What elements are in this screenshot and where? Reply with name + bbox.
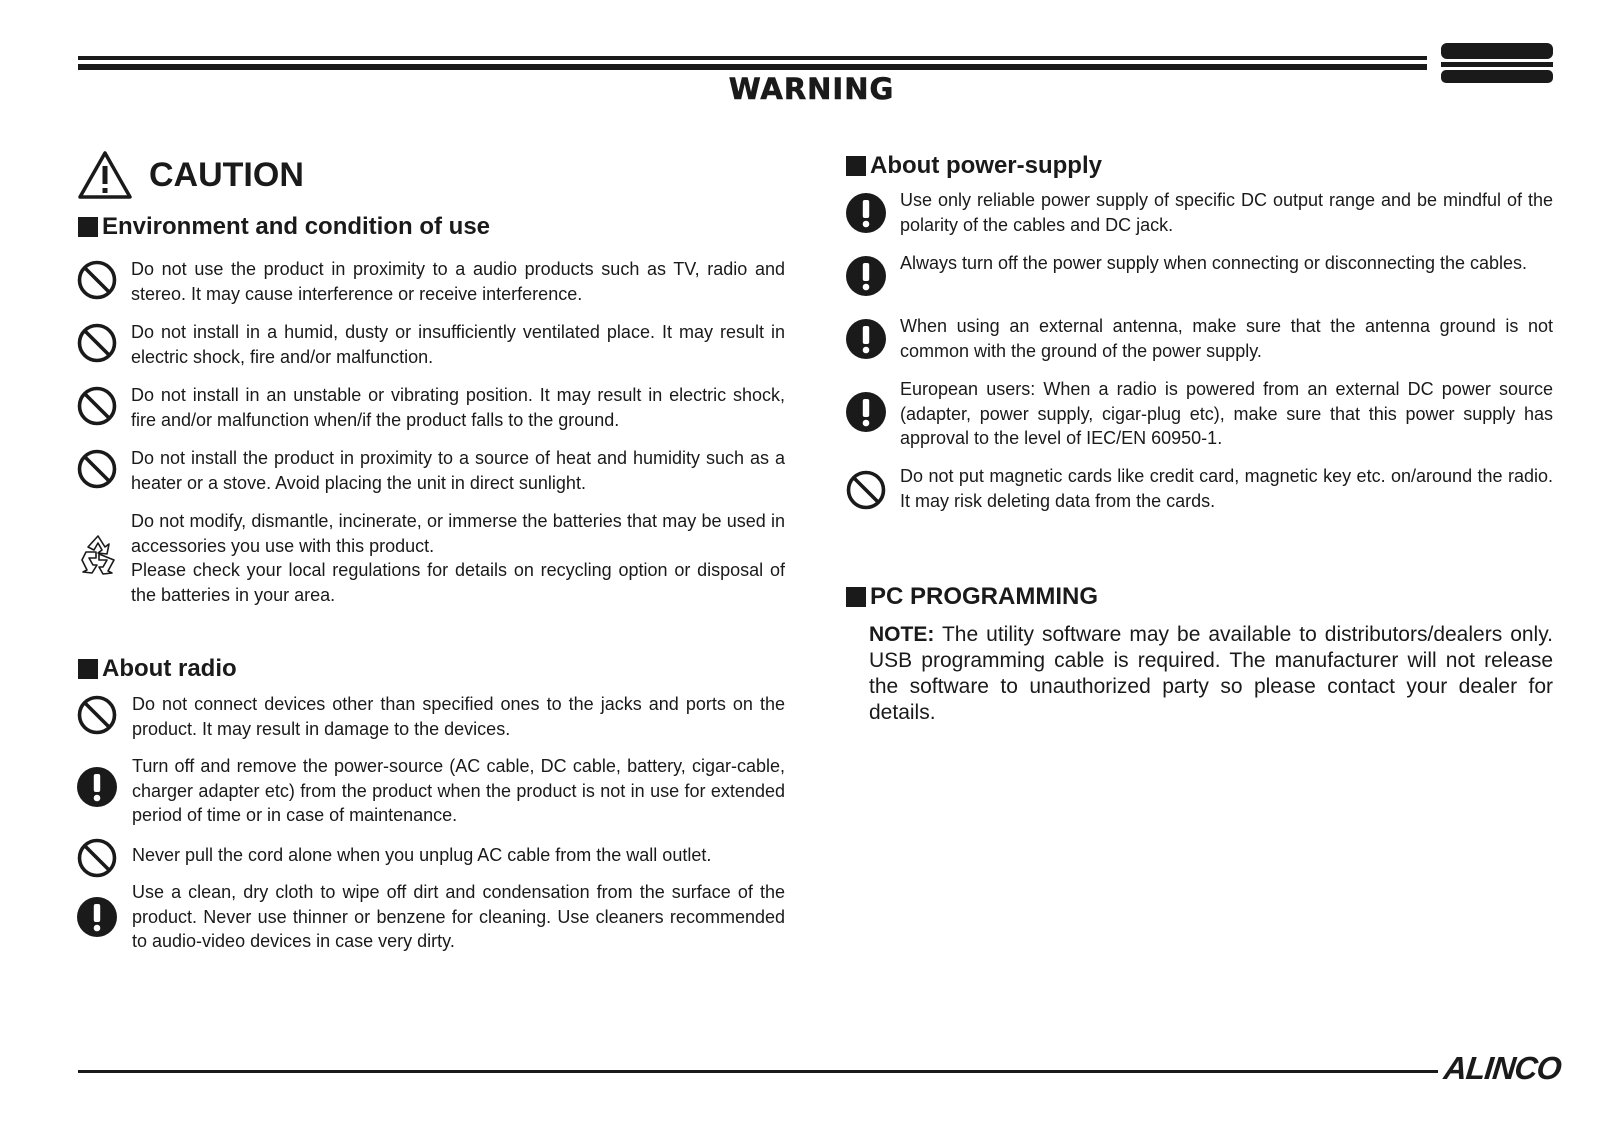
mandatory-exclamation-icon <box>845 255 887 297</box>
section-radio-heading <box>78 655 237 683</box>
prohibition-icon <box>76 322 118 364</box>
mandatory-exclamation-icon <box>845 192 887 234</box>
item-text: Do not put magnetic cards like credit card, magnetic key etc. on/around the radio. It may risk deleting data from the cards. <box>900 466 1553 511</box>
item-text: Do not modify, dismantle, incinerate, or immerse the batteries that may be used in accessories you use with this product. <box>131 511 785 556</box>
item-text: When using an external antenna, make sure that the antenna ground is not common with the ground of the power supply. <box>900 316 1553 361</box>
header-rule-top <box>78 56 1427 60</box>
mandatory-exclamation-icon <box>845 318 887 360</box>
note-label: NOTE: <box>869 623 935 646</box>
section-power-heading <box>846 152 1102 180</box>
item-text: Do not connect devices other than specified ones to the jacks and ports on the product. It may result in damage to the devices. <box>132 694 785 739</box>
item-text: Do not install in an unstable or vibrating position. It may result in electric shock, fire and/or malfunction when/if the product falls to the ground. <box>131 385 785 430</box>
footer-rule <box>78 1070 1438 1073</box>
caution-label: CAUTION <box>149 155 304 194</box>
recycle-icon <box>76 532 120 576</box>
prohibition-icon <box>76 694 118 736</box>
item-text: Do not use the product in proximity to a audio products such as TV, radio and stereo. It may cause interference or receive interference. <box>131 259 785 304</box>
item-text: Do not install the product in proximity to a source of heat and humidity such as a heater or a stove. Avoid placing the unit in direct sunlight. <box>131 448 785 493</box>
header-rule-bottom <box>78 64 1427 70</box>
pc-note <box>869 622 1553 726</box>
item-text: Do not install in a humid, dusty or insufficiently ventilated place. It may result in electric shock, fire and/or malfunction. <box>131 322 785 367</box>
item-text: Please check your local regulations for details on recycling option or disposal of the batteries in your area. <box>131 560 785 605</box>
item-text: Always turn off the power supply when connecting or disconnecting the cables. <box>900 253 1528 273</box>
mandatory-exclamation-icon <box>845 391 887 433</box>
section-power-title: About power-supply <box>870 152 1102 179</box>
section-pc-title: PC PROGRAMMING <box>870 583 1098 610</box>
section-environment-title: Environment and condition of use <box>102 213 491 240</box>
caution-heading <box>77 150 304 200</box>
mandatory-exclamation-icon <box>76 896 118 938</box>
section-environment-heading <box>78 213 490 241</box>
item-text: Never pull the cord alone when you unplug AC cable from the wall outlet. <box>132 845 712 865</box>
page-title: WARNING <box>728 72 895 106</box>
warning-triangle-icon <box>77 150 133 200</box>
prohibition-icon <box>76 385 118 427</box>
prohibition-icon <box>76 259 118 301</box>
note-text: The utility software may be available to distributors/dealers only. USB programming cable is required. The manufacturer will not release the software to unauthorized party so please contact your dealer for details. <box>869 623 1553 724</box>
section-pc-heading <box>846 583 1098 611</box>
item-text: Use only reliable power supply of specific DC output range and be mindful of the polarity of the cables and DC jack. <box>900 190 1553 235</box>
section-radio-title: About radio <box>102 655 237 682</box>
item-text: Turn off and remove the power-source (AC cable, DC cable, battery, cigar-cable, charger adapter etc) from the product when the product is not in use for extended period of time or in case of maintenance. <box>132 756 785 825</box>
brand-logo: ALINCO <box>1442 1050 1563 1086</box>
item-text: Use a clean, dry cloth to wipe off dirt and condensation from the surface of the product. Never use thinner or benzene for cleaning. Use cleaners recommended to audio-video devices in case very dirty. <box>132 882 785 951</box>
item-text: European users: When a radio is powered from an external DC power source (adapter, power supply, cigar-plug etc), make sure that this power supply has approval to the level of IEC/EN 60950-1. <box>900 379 1553 448</box>
mandatory-exclamation-icon <box>76 766 118 808</box>
prohibition-icon <box>76 448 118 490</box>
prohibition-icon <box>76 837 118 879</box>
prohibition-icon <box>845 469 887 511</box>
